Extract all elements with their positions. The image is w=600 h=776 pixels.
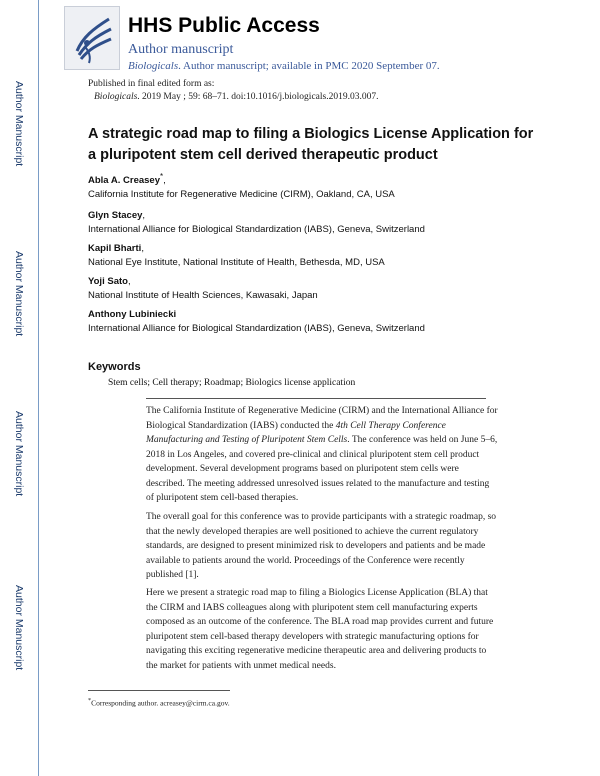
corresponding-marker: *	[160, 172, 164, 181]
keywords-list: Stem cells; Cell therapy; Roadmap; Biologics license application	[108, 378, 356, 388]
author-name: Yoji Sato	[88, 276, 128, 287]
author-affiliation: California Institute for Regenerative Medicine (CIRM), Oakland, CA, USA	[88, 189, 395, 201]
author-name: Kapil Bharti	[88, 243, 142, 254]
hhs-logo	[64, 6, 120, 70]
footnote-divider	[88, 690, 230, 691]
article-title: A strategic road map to filing a Biologics License Application for a pluripotent stem cell derived therapeutic product	[88, 126, 534, 163]
abstract-paragraph: Here we present a strategic road map to filing a Biologics License Application (BLA) that the CIRM and IABS colleagues along with pluripotent stem cell manufacturing experts composed as an outcome of the conference. The BLA road map provides current and future pluripotent stem cell-based therapy developers with strategic manufacturing options for navigating this exciting regenerative medicine therapeutic area and delivering products to the market for patients with unmet medical needs.	[146, 588, 494, 671]
citation	[88, 91, 378, 104]
footnote-marker: *	[88, 697, 92, 704]
abstract-text: The California Institute of Regenerative Medicine (CIRM) and the International Alliance for Biological Standardization (IABS) conducted the	[146, 406, 498, 431]
hhs-public-access-title: HHS Public Access	[128, 14, 320, 37]
footnote-text: Corresponding author. acreasey@cirm.ca.gov.	[91, 698, 230, 708]
journal-name: Biologicals	[128, 60, 179, 72]
author-name: Glyn Stacey	[88, 210, 143, 221]
sidebar-label: Author Manuscript	[13, 411, 25, 497]
author-affiliation: International Alliance for Biological Standardization (IABS), Geneva, Switzerland	[88, 323, 425, 334]
hhs-eagle-icon	[65, 7, 119, 69]
abstract-text: . The conference was held on June 5–6, 2018 in Los Angeles, and covered pre-clinical and clinical pluripotent stem cell product development. Several development programs based on pluripotent stem cells were described. The meeting addressed unresolved issues related to the manufacture and testing of pluripotent stem cell-based therapies.	[146, 435, 498, 503]
author-name: Anthony Lubiniecki	[88, 309, 177, 320]
author-block	[88, 308, 425, 336]
conference-name: 4th Cell Therapy Conference Manufacturing and Testing of Pluripotent Stem Cells	[146, 420, 446, 445]
author-manuscript-sidebar	[0, 0, 39, 776]
author-affiliation: International Alliance for Biological Standardization (IABS), Geneva, Switzerland	[88, 224, 425, 235]
author-separator: ,	[142, 210, 146, 221]
page-header	[64, 6, 584, 76]
author-affiliation: National Eye Institute, National Institute of Health, Bethesda, MD, USA	[88, 257, 385, 268]
citation-journal: Biologicals	[94, 92, 138, 102]
keywords-heading: Keywords	[88, 361, 141, 373]
abstract-divider	[146, 398, 486, 399]
pmc-availability	[128, 60, 440, 72]
author-block	[88, 275, 318, 303]
author-affiliation: National Institute of Health Sciences, Kawasaki, Japan	[88, 290, 318, 301]
author-separator: ,	[141, 243, 144, 254]
published-label: Published in final edited form as:	[88, 79, 215, 89]
sidebar-label: Author Manuscript	[13, 81, 25, 167]
abstract-paragraph	[146, 404, 498, 506]
footnote	[88, 697, 230, 708]
sidebar-label: Author Manuscript	[13, 251, 25, 337]
publication-info	[88, 78, 378, 104]
author-manuscript-label: Author manuscript	[128, 42, 234, 57]
abstract-paragraph: The overall goal for this conference was to provide participants with a strategic roadmap, so that the newly developed therapies are well positioned to achieve the current regulatory standards, are designed to present minimized risk to developers and patients and be made available to patients around the world. Proceedings of the Conference were recently published [1].	[146, 512, 497, 580]
sidebar-label: Author Manuscript	[13, 585, 25, 671]
author-separator: ,	[163, 175, 166, 187]
author-block	[88, 209, 425, 237]
author-block	[88, 170, 395, 202]
author-separator: ,	[127, 276, 131, 287]
citation-details: . 2019 May ; 59: 68–71. doi:10.1016/j.biologicals.2019.03.007.	[137, 92, 379, 102]
author-name: Abla A. Creasey	[88, 175, 160, 187]
pmc-availability-text: . Author manuscript; available in PMC 2020 September 07.	[178, 60, 440, 72]
author-block	[88, 242, 385, 270]
